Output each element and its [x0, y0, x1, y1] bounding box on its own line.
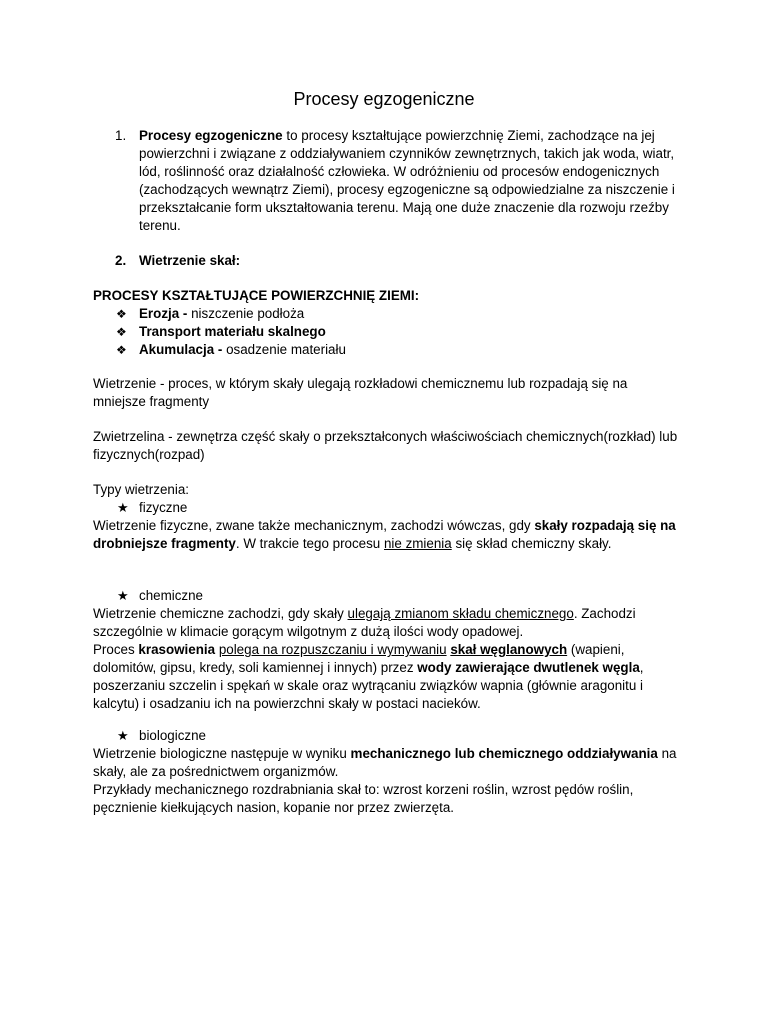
list-number: 2.	[115, 253, 127, 268]
karst-paragraph	[93, 641, 683, 713]
chemical-section	[93, 587, 683, 713]
physical-bullet	[93, 499, 683, 517]
text-run: Wietrzenie fizyczne, zwane także mechanicznym, zachodzi wówczas, gdy	[93, 518, 535, 533]
list-item	[93, 499, 683, 517]
wietrzenie-definition	[93, 375, 683, 411]
term-desc: niszczenie podłoża	[187, 306, 305, 321]
definition-paragraph: Wietrzenie - proces, w którym skały ulegają rozkładowi chemicznemu lub rozpadają się na mniejsze fragmenty	[93, 376, 628, 409]
diamond-bullet-icon: ❖	[116, 325, 127, 339]
processes-list	[93, 305, 683, 359]
star-bullet-icon: ★	[117, 500, 129, 515]
physical-paragraph	[93, 517, 683, 553]
text-underline: ulegają zmianom składu chemicznego	[347, 606, 574, 621]
star-bullet-icon: ★	[117, 728, 129, 743]
text-run: . W trakcie tego procesu	[235, 536, 384, 551]
text-run: na skały, ale za pośrednictwem organizmów.	[93, 746, 677, 779]
types-section	[93, 481, 683, 553]
types-heading: Typy wietrzenia:	[93, 482, 190, 497]
text-underline: nie zmienia	[383, 536, 452, 551]
list-item	[93, 305, 683, 323]
text-bold: krasowienia	[138, 642, 216, 657]
list-item	[93, 727, 683, 745]
section-heading: Wietrzenie skał:	[139, 253, 241, 268]
diamond-bullet-icon: ❖	[116, 343, 127, 357]
biological-bullet	[93, 727, 683, 745]
list-item	[93, 587, 683, 605]
processes-section	[93, 287, 683, 359]
list-item-2	[93, 252, 683, 270]
text-run: się skład chemiczny skały.	[451, 536, 612, 551]
list-item	[93, 341, 683, 359]
text-run: , poszerzaniu szczelin i spękań w skale oraz wytrącaniu związków wapnia (głównie aragonitu i kalcytu) i osadzaniu ich na powierzchni skały w postaci nacieków.	[93, 660, 644, 711]
definition-text: to procesy kształtujące powierzchnię Ziemi, zachodzące na jej powierzchni i związane z oddziaływaniem czynników zewnętrznych, takich jak woda, wiatr, lód, roślinność oraz działalność człowieka. W odróżnieniu od procesów endogenicznych (zachodzących wewnątrz Ziemi), procesy egzogeniczne są odpowiedzialne za niszczenie i przekształcanie form ukształtowania terenu. Mają one duże znaczenie dla rozwoju rzeźby terenu.	[139, 128, 675, 233]
text-underline: polega na rozpuszczaniu i wymywaniu	[218, 642, 447, 657]
text-run: Wietrzenie chemiczne zachodzi, gdy skały	[93, 606, 348, 621]
text-run: Proces	[93, 642, 139, 657]
type-label: chemiczne	[139, 588, 204, 603]
text-bold: wody zawierające dwutlenek węgla	[417, 660, 640, 675]
diamond-bullet-icon: ❖	[116, 307, 127, 321]
term-desc: osadzenie materiału	[222, 342, 346, 357]
processes-heading: PROCESY KSZTAŁTUJĄCE POWIERZCHNIĘ ZIEMI:	[93, 288, 420, 303]
list-item	[93, 323, 683, 341]
chemical-bullet	[93, 587, 683, 605]
definition-paragraph: Zwietrzelina - zewnętrza część skały o przekształconych właściwościach chemicznych(rozkład) lub fizycznych(rozpad)	[93, 429, 678, 462]
type-label: fizyczne	[139, 500, 188, 515]
text-run: Wietrzenie biologiczne następuje w wyniku	[93, 746, 351, 761]
text-bold: mechanicznego lub chemicznego oddziaływania	[350, 746, 658, 761]
term-bold: Erozja -	[139, 306, 188, 321]
term-bold: Transport materiału skalnego	[139, 324, 326, 339]
examples-paragraph: Przykłady mechanicznego rozdrabniania skał to: wzrost korzeni roślin, wzrost pędów roślin, pęcznienie kiełkujących nasion, kopanie nor przez zwierzęta.	[93, 782, 634, 815]
list-item-1	[93, 127, 683, 235]
term-bold: Procesy egzogeniczne	[139, 128, 283, 143]
list-number: 1.	[115, 128, 127, 143]
text-bold: skały rozpadają się na drobniejsze fragmenty	[93, 518, 676, 551]
type-label: biologiczne	[139, 728, 206, 743]
term-bold: Akumulacja -	[139, 342, 223, 357]
text-bold-underline: skał węglanowych	[450, 642, 568, 657]
page-title: Procesy egzogeniczne	[293, 89, 475, 109]
list-item-text	[139, 252, 683, 270]
biological-section	[93, 727, 683, 817]
zwietrzelina-definition	[93, 428, 683, 464]
text-run: (wapieni, dolomitów, gipsu, kredy, soli kamiennej i innych) przez	[93, 642, 625, 675]
text-run: . Zachodzi szczególnie w klimacie gorącym wilgotnym z dużą ilości wody opadowej.	[93, 606, 636, 639]
chemical-paragraph	[93, 605, 683, 641]
biological-paragraph	[93, 745, 683, 781]
star-bullet-icon: ★	[117, 588, 129, 603]
list-item-text	[139, 127, 683, 235]
